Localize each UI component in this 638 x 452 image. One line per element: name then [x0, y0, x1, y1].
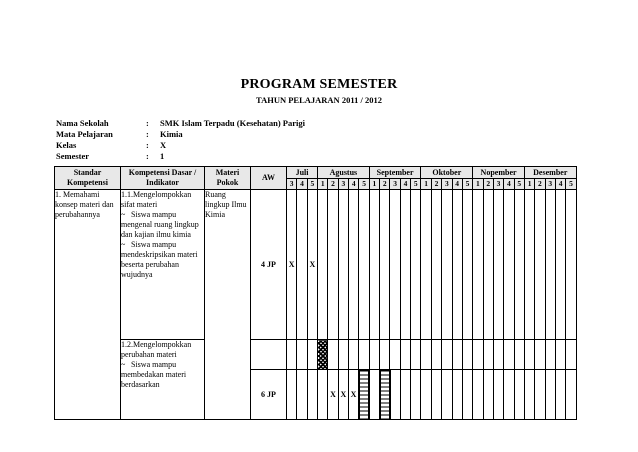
info-value: 1 [160, 151, 165, 161]
week-cell [390, 370, 400, 420]
week-cell [442, 190, 452, 340]
kd-title: 1.2.Mengelompokkan perubahan materi [121, 340, 192, 359]
week-cell [514, 340, 524, 370]
week-cell [566, 340, 576, 370]
kd-title: 1.1.Mengelompokkan sifat materi [121, 190, 192, 209]
header-aw: AW [251, 167, 287, 190]
week-cell: X [328, 370, 338, 420]
week-header: 5 [462, 179, 472, 190]
week-cell [411, 340, 421, 370]
week-cell [349, 190, 359, 340]
week-cell [462, 190, 472, 340]
week-cell [380, 190, 390, 340]
header-standar: Standar Kompetensi [55, 167, 121, 190]
week-cell [504, 190, 514, 340]
week-cell [452, 370, 462, 420]
week-cell: X [338, 370, 348, 420]
week-cell [493, 340, 503, 370]
week-cell [287, 340, 297, 370]
week-cell [431, 190, 441, 340]
week-cell: X [349, 370, 359, 420]
week-cell [462, 340, 472, 370]
info-label: Mata Pelajaran [56, 129, 113, 139]
week-cell [566, 190, 576, 340]
week-header: 1 [421, 179, 431, 190]
week-cell [504, 340, 514, 370]
week-cell [421, 370, 431, 420]
aw-cell [251, 340, 287, 370]
week-cell [545, 370, 555, 420]
week-cell [297, 370, 307, 420]
page-title: PROGRAM SEMESTER [240, 77, 398, 92]
month-header: Juli [287, 167, 318, 179]
week-cell [555, 370, 565, 420]
month-header: Agustus [318, 167, 370, 179]
week-cell [524, 370, 534, 420]
week-cell [307, 370, 317, 420]
indikator-item: ~ Siswa mampu mendeskripsikan materi beserta perubahan wujudnya [121, 240, 198, 279]
info-value: SMK Islam Terpadu (Kesehatan) Parigi [160, 118, 305, 128]
info-block [56, 118, 305, 162]
week-cell [452, 340, 462, 370]
week-cell [369, 340, 379, 370]
week-cell [473, 340, 483, 370]
kompetensi-cell-2 [121, 340, 205, 420]
info-row-semester: Semester : 1 [56, 151, 165, 161]
week-cell [400, 340, 410, 370]
semester-plan-table [54, 166, 577, 420]
week-cell [297, 340, 307, 370]
week-header: 3 [545, 179, 555, 190]
week-cell [555, 190, 565, 340]
week-cell [431, 370, 441, 420]
week-cell [493, 370, 503, 420]
week-cell [390, 340, 400, 370]
week-cell [442, 370, 452, 420]
week-cell [545, 340, 555, 370]
indikator-item: ~ Siswa mampu membedakan materi berdasarkan [121, 360, 187, 389]
week-header: 3 [287, 179, 297, 190]
week-cell [514, 370, 524, 420]
week-cell: X [307, 190, 317, 340]
week-cell [483, 370, 493, 420]
info-value: Kimia [160, 129, 183, 139]
week-header: 3 [493, 179, 503, 190]
aw-cell: 4 JP [251, 190, 287, 340]
week-header: 2 [483, 179, 493, 190]
week-header: 5 [359, 179, 369, 190]
month-header: Nopember [473, 167, 525, 179]
info-label: Nama Sekolah [56, 118, 109, 128]
week-cell [411, 370, 421, 420]
week-cell [297, 190, 307, 340]
week-cell [318, 340, 328, 370]
week-header: 1 [318, 179, 328, 190]
week-cell [545, 190, 555, 340]
week-header: 2 [431, 179, 441, 190]
week-cell [473, 370, 483, 420]
info-label: Kelas [56, 140, 77, 150]
week-header: 4 [555, 179, 565, 190]
week-cell [318, 370, 328, 420]
week-cell [504, 370, 514, 420]
header-kompetensi: Kompetensi Dasar / Indikator [121, 167, 205, 190]
week-cell [483, 340, 493, 370]
week-header: 1 [369, 179, 379, 190]
week-cell [400, 190, 410, 340]
week-header: 4 [297, 179, 307, 190]
week-cell [318, 190, 328, 340]
week-header: 3 [338, 179, 348, 190]
week-cell [359, 190, 369, 340]
page-subtitle: TAHUN PELAJARAN 2011 / 2012 [256, 95, 382, 105]
week-cell [411, 190, 421, 340]
week-cell [524, 190, 534, 340]
info-row-school: Nama Sekolah : SMK Islam Terpadu (Kesehatan) Parigi [56, 118, 305, 128]
week-cell [328, 340, 338, 370]
week-cell [555, 340, 565, 370]
week-cell [431, 340, 441, 370]
week-header: 1 [473, 179, 483, 190]
month-header: September [369, 167, 421, 179]
month-header: Desember [524, 167, 576, 179]
info-label: Semester [56, 151, 90, 161]
week-cell [349, 340, 359, 370]
week-header: 2 [328, 179, 338, 190]
materi-pokok-cell: Ruang lingkup Ilmu Kimia [205, 190, 251, 420]
week-cell [287, 370, 297, 420]
week-cell: X [287, 190, 297, 340]
week-cell [338, 190, 348, 340]
week-header: 5 [411, 179, 421, 190]
week-header: 5 [566, 179, 576, 190]
week-header: 4 [349, 179, 359, 190]
week-cell [369, 190, 379, 340]
header-materi: Materi Pokok [205, 167, 251, 190]
week-cell [524, 340, 534, 370]
week-cell [400, 370, 410, 420]
week-cell [421, 340, 431, 370]
week-header: 4 [504, 179, 514, 190]
week-header: 4 [400, 179, 410, 190]
week-cell [369, 370, 379, 420]
week-header: 2 [535, 179, 545, 190]
week-header: 5 [307, 179, 317, 190]
aw-cell: 6 JP [251, 370, 287, 420]
week-cell [473, 190, 483, 340]
week-cell [462, 370, 472, 420]
week-cell [421, 190, 431, 340]
week-cell [328, 190, 338, 340]
week-cell [535, 190, 545, 340]
week-cell [380, 370, 390, 420]
week-cell [338, 340, 348, 370]
info-row-subject: Mata Pelajaran : Kimia [56, 129, 183, 139]
week-cell [535, 370, 545, 420]
week-header: 3 [390, 179, 400, 190]
week-cell [483, 190, 493, 340]
week-header: 4 [452, 179, 462, 190]
week-header: 3 [442, 179, 452, 190]
standar-kompetensi-cell: 1. Memahami konsep materi dan perubahannya [55, 190, 121, 420]
week-cell [452, 190, 462, 340]
indikator-item: ~ Siswa mampu mengenal ruang lingkup dan kajian ilmu kimia [121, 210, 199, 239]
week-cell [493, 190, 503, 340]
week-cell [566, 370, 576, 420]
week-header: 1 [524, 179, 534, 190]
month-header: Oktober [421, 167, 473, 179]
week-cell [514, 190, 524, 340]
week-header: 2 [380, 179, 390, 190]
week-cell [359, 340, 369, 370]
week-cell [535, 340, 545, 370]
week-cell [442, 340, 452, 370]
kompetensi-cell-1 [121, 190, 205, 340]
week-cell [390, 190, 400, 340]
week-cell [380, 340, 390, 370]
info-value: X [160, 140, 167, 150]
week-cell [359, 370, 369, 420]
week-header: 5 [514, 179, 524, 190]
info-row-class: Kelas : X [56, 140, 167, 150]
week-cell [307, 340, 317, 370]
